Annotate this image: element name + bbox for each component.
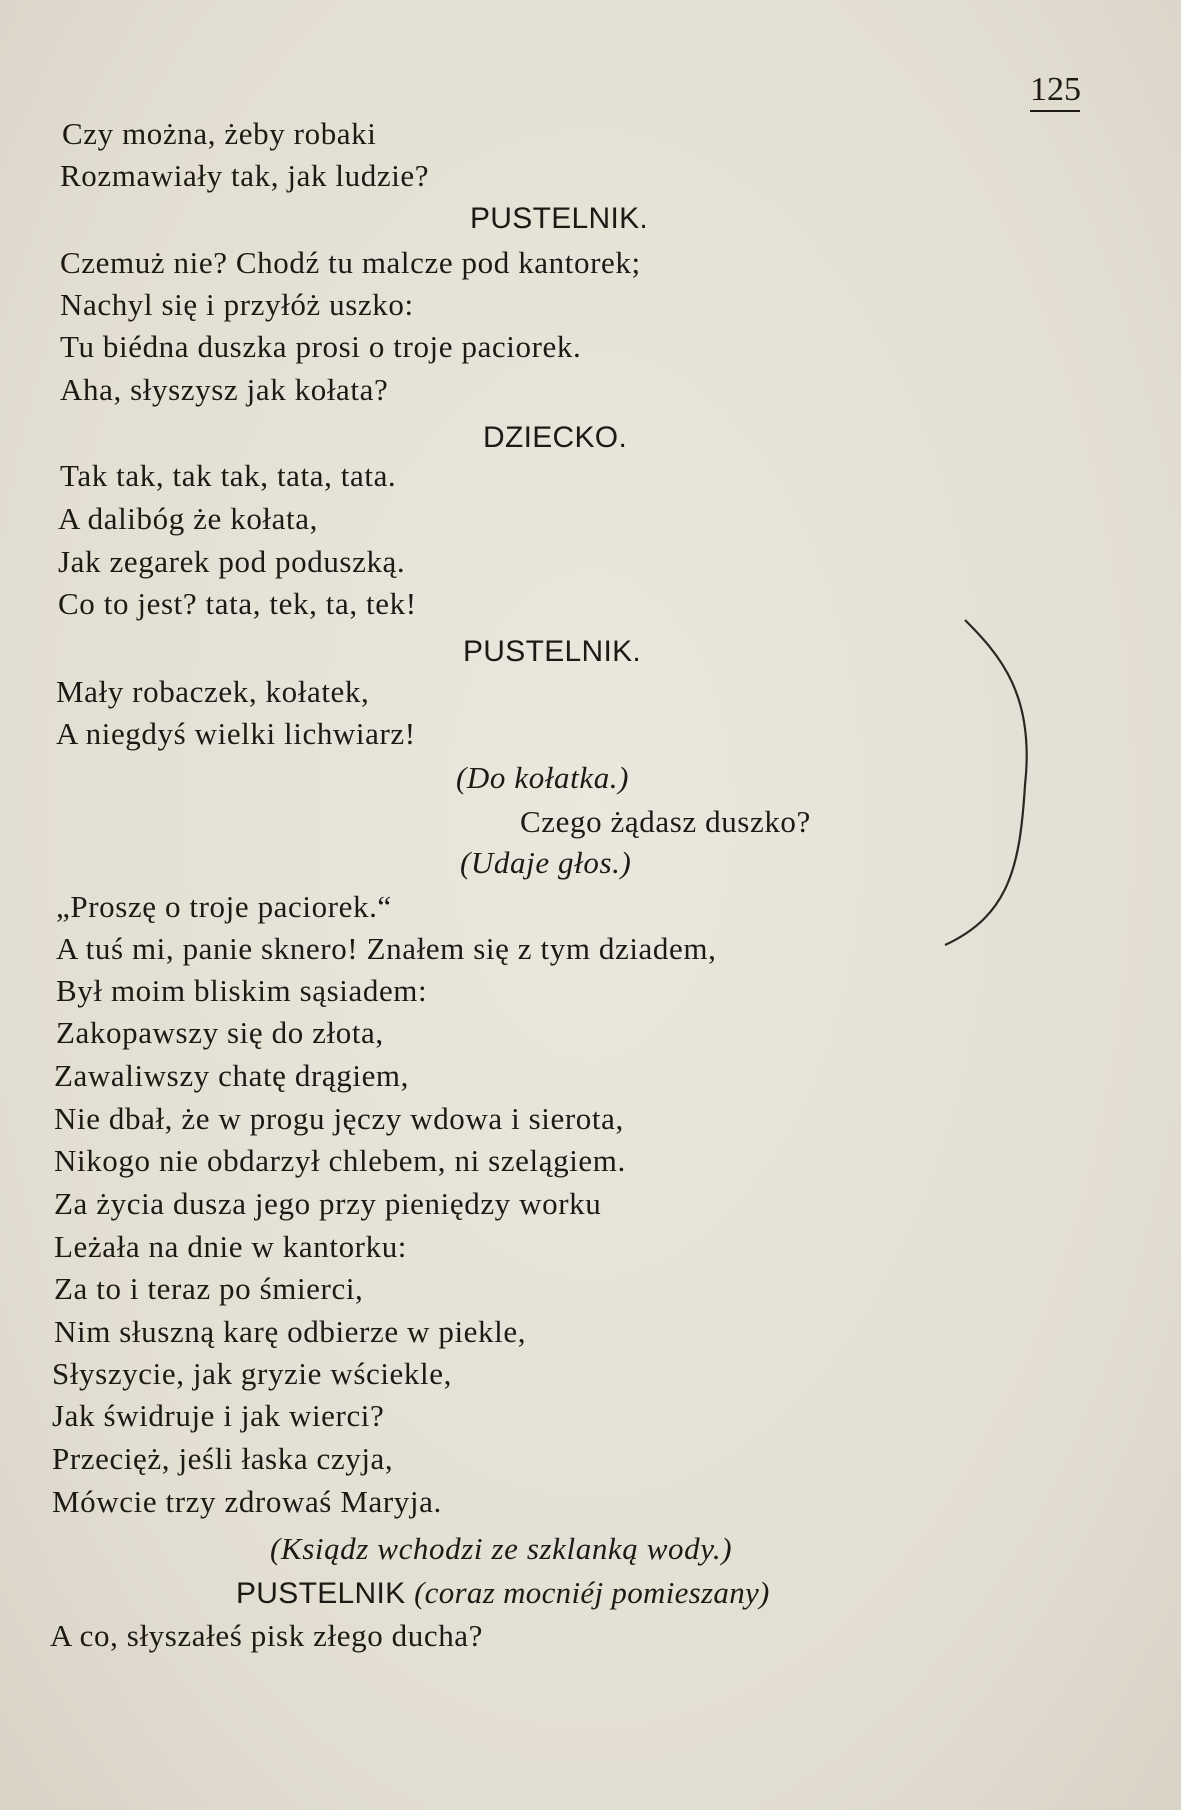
pencil-bracket-mark <box>940 615 1060 965</box>
speaker-name: DZIECKO. <box>483 421 628 454</box>
verse-line: Czego żądasz duszko? <box>520 804 811 839</box>
verse-line: A dalibóg że kołata, <box>58 501 318 536</box>
verse-line: Nim słuszną karę odbierze w piekle, <box>54 1314 527 1349</box>
verse-line: Zawaliwszy chatę drągiem, <box>54 1058 409 1093</box>
verse-line: Czy można, żeby robaki <box>62 116 377 151</box>
verse-line: Jak zegarek pod poduszką. <box>58 544 406 579</box>
speaker-name: PUSTELNIK. <box>463 635 642 668</box>
verse-line: Słyszycie, jak gryzie wściekle, <box>52 1356 452 1391</box>
verse-line: Rozmawiały tak, jak ludzie? <box>60 158 430 193</box>
verse-line: „Proszę o troje paciorek.“ <box>56 889 392 924</box>
page-number: 125 <box>1030 70 1080 112</box>
stage-direction: (Ksiądz wchodzi ze szklanką wody.) <box>270 1531 733 1566</box>
verse-line: Aha, słyszysz jak kołata? <box>60 372 389 407</box>
speaker-label: PUSTELNIK <box>236 1577 406 1610</box>
verse-line: Jak świdruje i jak wierci? <box>52 1398 385 1433</box>
verse-line: Przecięż, jeśli łaska czyja, <box>52 1441 394 1476</box>
verse-line: Nie dbał, że w progu jęczy wdowa i sierota, <box>54 1101 624 1136</box>
stage-direction: (Do kołatka.) <box>456 760 630 795</box>
verse-line: Czemuż nie? Chodź tu malcze pod kantorek; <box>60 245 641 280</box>
verse-line: A tuś mi, panie sknero! Znałem się z tym dziadem, <box>56 931 717 966</box>
speaker-name: PUSTELNIK. <box>470 202 649 235</box>
verse-line: Nachyl się i przyłóż uszko: <box>60 287 414 322</box>
verse-line: Nikogo nie obdarzył chlebem, ni szelągiem. <box>54 1143 626 1178</box>
verse-line: Tu biédna duszka prosi o troje paciorek. <box>60 329 582 364</box>
verse-line: Mały robaczek, kołatek, <box>56 674 370 709</box>
verse-line: Mówcie trzy zdrowaś Maryja. <box>52 1484 442 1519</box>
stage-direction: (Udaje głos.) <box>460 845 632 880</box>
verse-line: Zakopawszy się do złota, <box>56 1015 384 1050</box>
stage-direction: (coraz mocniéj pomieszany) <box>414 1575 770 1610</box>
verse-line: A niegdyś wielki lichwiarz! <box>56 716 416 751</box>
verse-line: Tak tak, tak tak, tata, tata. <box>60 458 397 493</box>
verse-line: Leżała na dnie w kantorku: <box>54 1229 408 1264</box>
verse-line: Za życia dusza jego przy pieniędzy worku <box>54 1186 602 1221</box>
verse-line: A co, słyszałeś pisk złego ducha? <box>50 1618 484 1653</box>
speaker-name <box>236 1575 770 1612</box>
verse-line: Był moim bliskim sąsiadem: <box>56 973 428 1008</box>
verse-line: Co to jest? tata, tek, ta, tek! <box>58 586 417 621</box>
verse-line: Za to i teraz po śmierci, <box>54 1271 364 1306</box>
